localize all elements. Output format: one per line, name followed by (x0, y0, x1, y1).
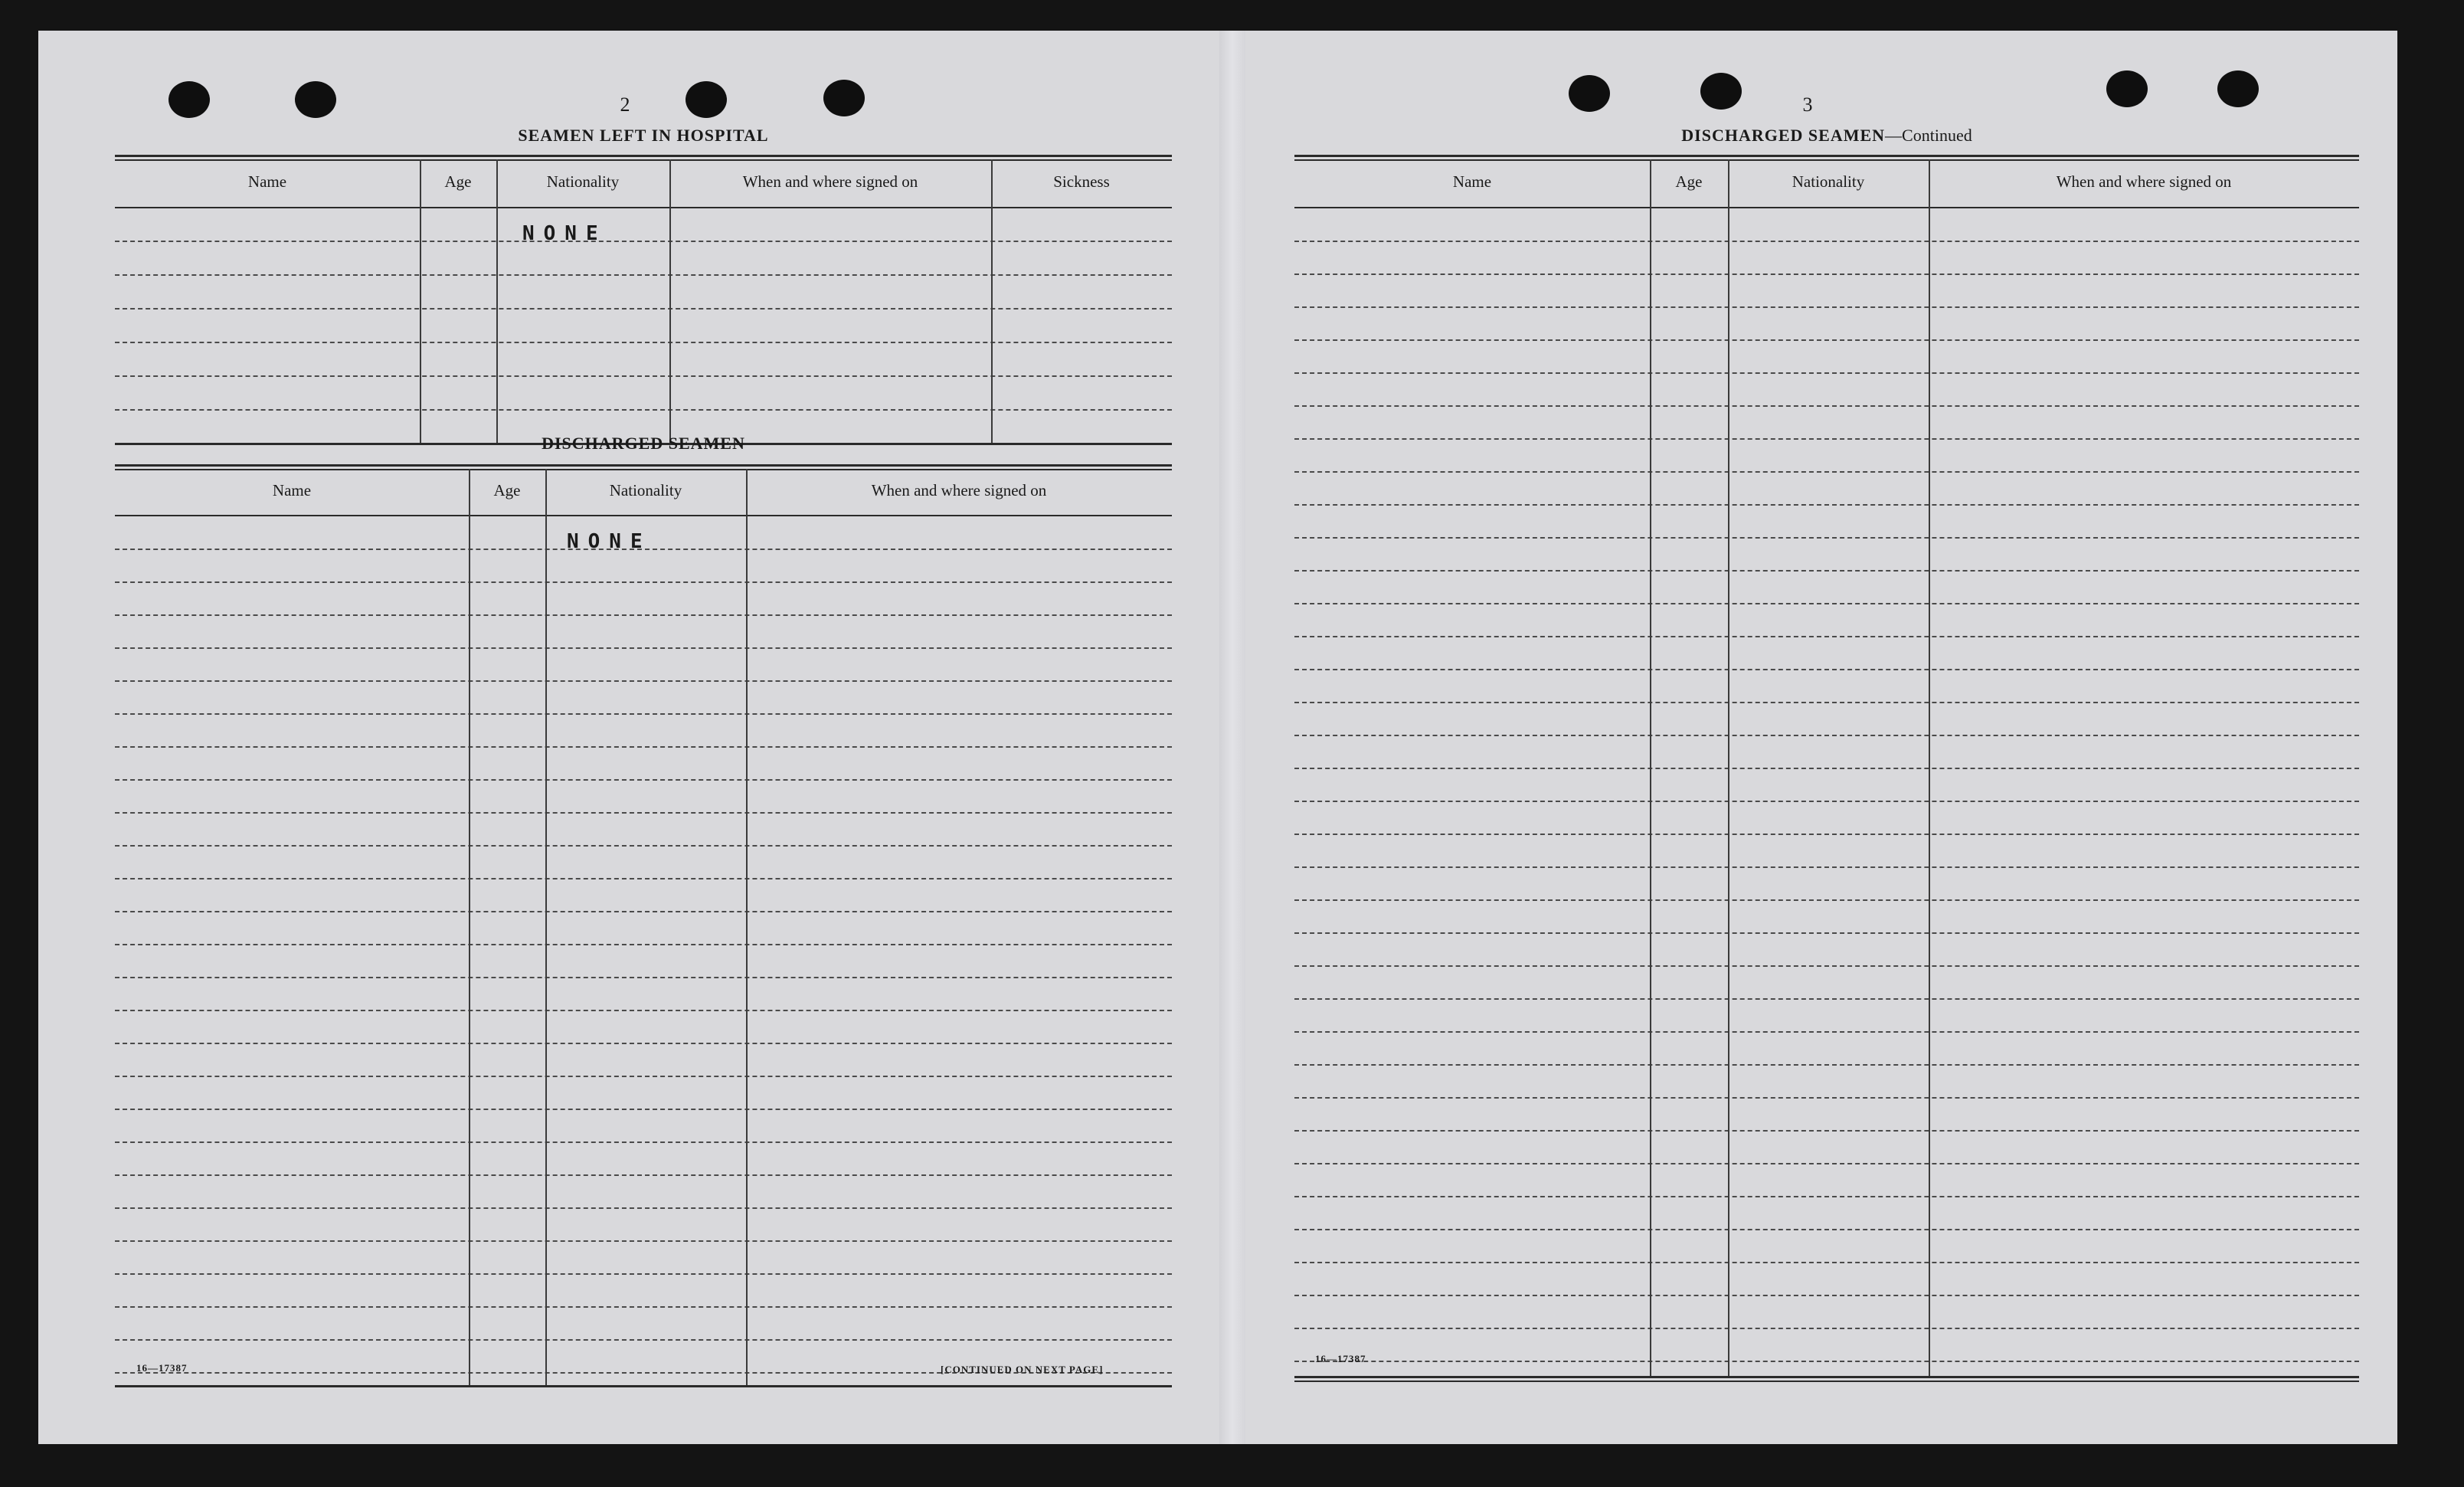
discharged-divider (746, 469, 748, 1385)
hospital-divider (669, 159, 671, 443)
hospital-top-rule-2 (115, 159, 1172, 161)
discharged-section-title: DISCHARGED SEAMEN (542, 434, 745, 453)
table-row-line (1294, 537, 2359, 539)
discharged-col-age: Age (493, 481, 521, 499)
right-col-age: Age (1675, 172, 1703, 191)
table-row-line (1294, 1163, 2359, 1164)
punch-hole (823, 80, 865, 116)
continued-suffix: —Continued (1885, 126, 1972, 145)
table-row-line (1294, 1130, 2359, 1132)
table-row-line (1294, 636, 2359, 637)
table-row-line (115, 1240, 1172, 1242)
table-row-line (115, 409, 1172, 411)
table-row-line (1294, 438, 2359, 440)
hospital-col-nationality: Nationality (546, 172, 620, 191)
table-row-line (1294, 1328, 2359, 1329)
table-row-line (1294, 471, 2359, 473)
table-row-line (1294, 570, 2359, 572)
right-divider (1650, 159, 1651, 1376)
table-row-line (115, 944, 1172, 945)
table-row-line (1294, 1295, 2359, 1296)
discharged-header-rule (115, 515, 1172, 516)
table-row-line (115, 308, 1172, 310)
table-row-line (115, 680, 1172, 682)
table-row-line (115, 274, 1172, 276)
table-row-line (115, 1043, 1172, 1044)
table-row-line (1294, 735, 2359, 736)
discharged-continued-title (1294, 126, 2359, 146)
table-row-line (115, 1339, 1172, 1341)
manifest-sheet (38, 31, 2397, 1444)
table-row-line (115, 878, 1172, 879)
discharged-col-signed-on: When and where signed on (871, 481, 1047, 499)
table-row-line (115, 375, 1172, 377)
discharged-col-nationality: Nationality (609, 481, 682, 499)
right-col-name: Name (1452, 172, 1492, 191)
discharged-top-rule (115, 464, 1172, 467)
hospital-col-name: Name (247, 172, 287, 191)
table-row-line (115, 812, 1172, 814)
discharged-divider (545, 469, 547, 1385)
page-number-right: 3 (1802, 93, 1813, 116)
right-divider (1728, 159, 1729, 1376)
discharged-divider (469, 469, 470, 1385)
discharged-continued-title-text: DISCHARGED SEAMEN (1681, 126, 1886, 145)
punch-hole (1700, 73, 1742, 110)
right-top-rule-2 (1294, 159, 2359, 161)
form-number-right: 16—17387 (1315, 1353, 1366, 1364)
table-row-line (1294, 1031, 2359, 1033)
table-row-line (1294, 768, 2359, 769)
table-row-line (1294, 339, 2359, 341)
discharged-bottom-rule (115, 1385, 1172, 1387)
table-row-line (115, 713, 1172, 715)
table-row-line (1294, 1229, 2359, 1230)
table-row-line (115, 1076, 1172, 1077)
table-row-line (115, 647, 1172, 649)
table-row-line (115, 1273, 1172, 1275)
table-row-line (115, 1141, 1172, 1143)
right-col-signed-on: When and where signed on (2056, 172, 2232, 191)
table-row-line (1294, 801, 2359, 802)
table-row-line (1294, 1262, 2359, 1263)
hospital-section-title: SEAMEN LEFT IN HOSPITAL (518, 126, 769, 145)
table-row-line (1294, 1064, 2359, 1066)
punch-hole (2217, 70, 2259, 107)
table-row-line (115, 1306, 1172, 1308)
right-divider (1929, 159, 1930, 1376)
hospital-col-sickness: Sickness (1053, 172, 1110, 191)
right-header-rule (1294, 207, 2359, 208)
hospital-col-signed-on: When and where signed on (742, 172, 918, 191)
table-row-line (1294, 1361, 2359, 1362)
punch-hole (1569, 75, 1610, 112)
table-row-line (115, 1109, 1172, 1110)
table-row-line (115, 779, 1172, 781)
table-row-line (115, 1207, 1172, 1209)
table-row-line (1294, 702, 2359, 703)
right-top-rule (1294, 155, 2359, 157)
table-row-line (1294, 241, 2359, 242)
discharged-none-entry: NONE (567, 530, 652, 553)
table-row-line (115, 977, 1172, 978)
table-row-line (1294, 669, 2359, 670)
hospital-top-rule (115, 155, 1172, 157)
right-bottom-rule-2 (1294, 1381, 2359, 1382)
page-number-left: 2 (620, 93, 630, 116)
right-col-nationality: Nationality (1792, 172, 1865, 191)
hospital-col-age: Age (444, 172, 472, 191)
hospital-divider (496, 159, 498, 443)
table-row-line (115, 845, 1172, 847)
table-row-line (1294, 405, 2359, 407)
table-row-line (1294, 306, 2359, 308)
table-row-line (115, 342, 1172, 343)
table-row-line (1294, 834, 2359, 835)
table-row-line (1294, 372, 2359, 374)
form-number-left: 16—17387 (136, 1362, 188, 1374)
table-row-line (115, 581, 1172, 583)
punch-hole (295, 81, 336, 118)
table-row-line (1294, 504, 2359, 506)
table-row-line (1294, 1097, 2359, 1099)
table-row-line (115, 746, 1172, 748)
table-row-line (1294, 965, 2359, 967)
table-row-line (115, 241, 1172, 242)
discharged-col-name: Name (272, 481, 312, 499)
table-row-line (1294, 603, 2359, 604)
table-row-line (115, 1174, 1172, 1176)
table-row-line (1294, 932, 2359, 934)
page-fold (1219, 31, 1245, 1444)
hospital-header-rule (115, 207, 1172, 208)
table-row-line (1294, 899, 2359, 901)
table-row-line (1294, 273, 2359, 275)
right-bottom-rule (1294, 1376, 2359, 1378)
table-row-line (115, 911, 1172, 912)
discharged-top-rule-2 (115, 469, 1172, 470)
table-row-line (115, 1010, 1172, 1011)
hospital-divider (991, 159, 993, 443)
punch-hole (686, 81, 727, 118)
continued-note: [CONTINUED ON NEXT PAGE] (941, 1364, 1104, 1375)
table-row-line (1294, 866, 2359, 868)
hospital-none-entry: NONE (522, 222, 607, 245)
table-row-line (115, 614, 1172, 616)
table-row-line (1294, 998, 2359, 1000)
punch-hole (169, 81, 210, 118)
table-row-line (1294, 1196, 2359, 1197)
hospital-divider (420, 159, 421, 443)
punch-hole (2106, 70, 2148, 107)
